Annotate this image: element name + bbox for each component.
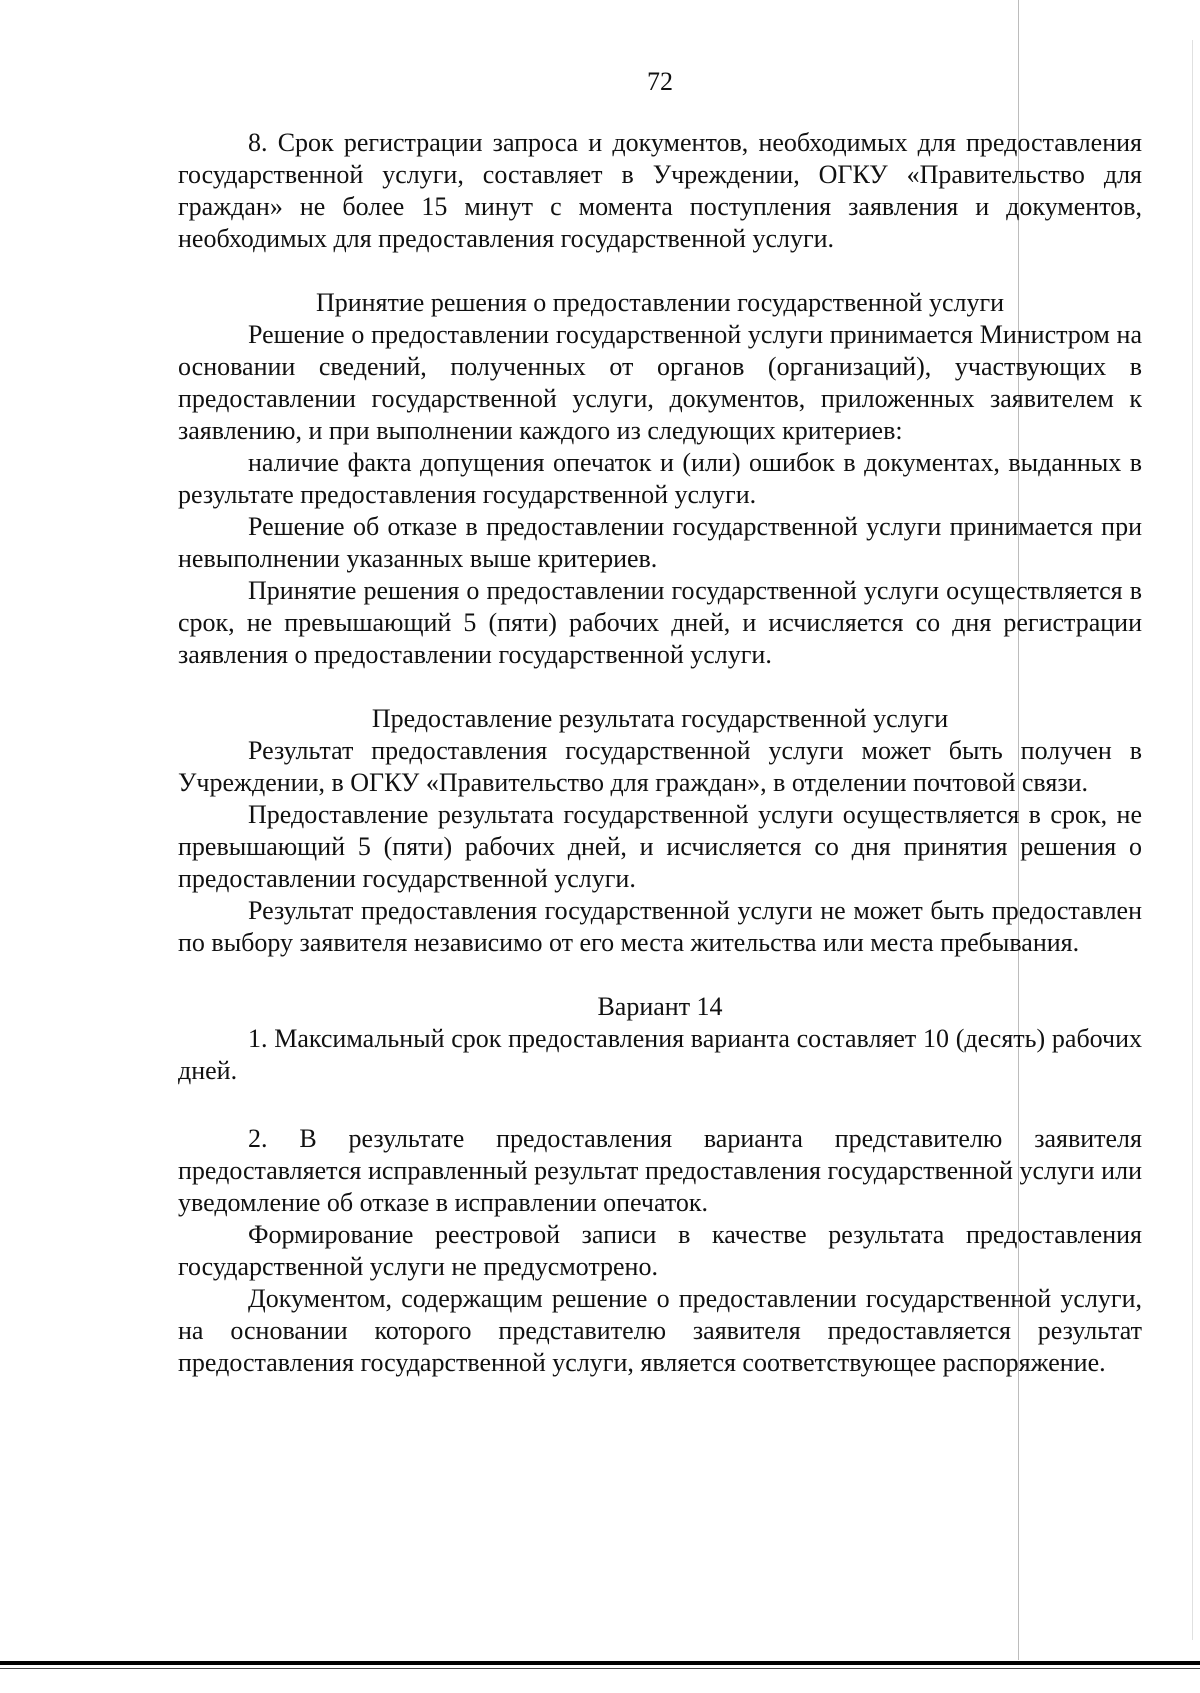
paragraph: Результат предоставления государственной услуги может быть получен в Учреждении, в ОГКУ «Правительство для граждан», в отделении почтовой связи. bbox=[178, 736, 1142, 797]
paragraph: Принятие решения о предоставлении государственной услуги осуществляется в срок, не превышающий 5 (пяти) рабочих дней, и исчисляется со дня регистрации заявления о предоставлении государственной услуги. bbox=[178, 576, 1142, 669]
paragraph: Предоставление результата государственной услуги осуществляется в срок, не превышающий 5 (пяти) рабочих дней, и исчисляется со дня принятия решения о предоставлении государственной услуги. bbox=[178, 800, 1142, 893]
scan-artifact-bottom-border bbox=[0, 1661, 1200, 1665]
paragraph: 8. Срок регистрации запроса и документов, необходимых для предоставления государственной услуги, составляет в Учреждении, ОГКУ «Правительство для граждан» не более 15 минут с момента поступления заявления и документов, необходимых для предоставления государственной услуги. bbox=[178, 128, 1142, 253]
spacer bbox=[178, 671, 1142, 703]
spacer bbox=[178, 255, 1142, 287]
paragraph: Формирование реестровой записи в качестве результата предоставления государственной услуги не предусмотрено. bbox=[178, 1220, 1142, 1281]
paragraph: Результат предоставления государственной услуги не может быть предоставлен по выбору заявителя независимо от его места жительства или места пребывания. bbox=[178, 896, 1142, 957]
paragraph: 2. В результате предоставления варианта представителю заявителя предоставляется исправленный результат предоставления государственной услуги или уведомление об отказе в исправлении опечаток. bbox=[178, 1124, 1142, 1217]
section-heading: Принятие решения о предоставлении государственной услуги bbox=[315, 288, 1005, 317]
paragraph: наличие факта допущения опечаток и (или) ошибок в документах, выданных в результате предоставления государственной услуги. bbox=[178, 448, 1142, 509]
paragraph: Решение о предоставлении государственной услуги принимается Министром на основании сведений, полученных от органов (организаций), участвующих в предоставлении государственной услуги, документов, приложенных заявителем к заявлению, и при выполнении каждого из следующих критериев: bbox=[178, 320, 1142, 445]
spacer bbox=[178, 1087, 1142, 1123]
paragraph: 1. Максимальный срок предоставления варианта составляет 10 (десять) рабочих дней. bbox=[178, 1024, 1142, 1085]
scan-artifact-bottom-border-thin bbox=[0, 1668, 1200, 1669]
paragraph: Документом, содержащим решение о предоставлении государственной услуги, на основании которого представителю заявителя предоставляется результат предоставления государственной услуги, является соответствующее распоряжение. bbox=[178, 1284, 1142, 1377]
scan-artifact-vertical-line-faint bbox=[1192, 40, 1193, 1640]
document-body bbox=[178, 127, 1142, 1379]
page-number: 72 bbox=[647, 67, 673, 96]
scan-margin-strip bbox=[0, 1670, 1200, 1693]
paragraph: Решение об отказе в предоставлении государственной услуги принимается при невыполнении указанных выше критериев. bbox=[178, 512, 1142, 573]
section-heading: Предоставление результата государственной услуги bbox=[371, 704, 949, 733]
spacer bbox=[178, 959, 1142, 991]
section-heading: Вариант 14 bbox=[597, 992, 723, 1021]
